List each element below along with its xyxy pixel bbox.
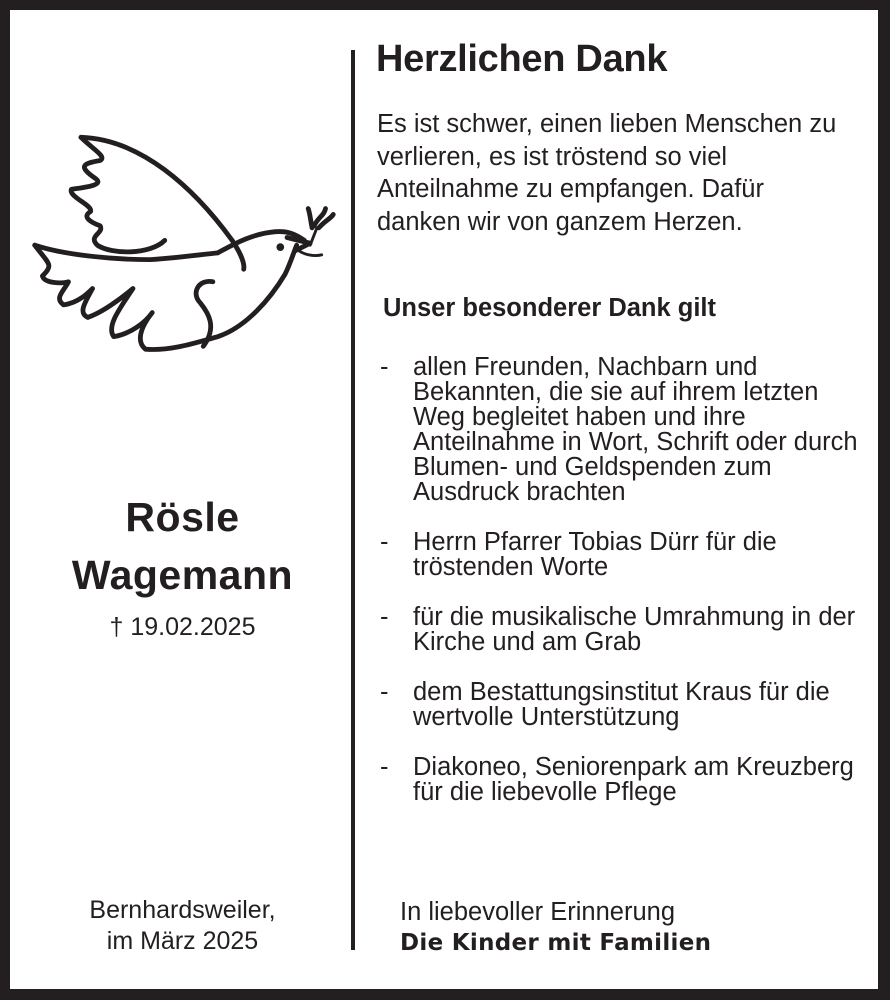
- list-item-text: allen Freunden, Nachbarn und Bekannten, die sie auf ihrem letzten Weg begleitet haben und ihre Anteilnahme in Wort, Schrift oder durch Blumen- und Geldspenden zum Ausdruck brachten: [413, 353, 858, 506]
- list-item: [380, 605, 860, 655]
- list-item: [380, 530, 860, 580]
- dash-bullet: -: [380, 528, 389, 556]
- death-date-value: 19.02.2025: [130, 613, 256, 641]
- dash-bullet: -: [380, 603, 389, 631]
- vertical-divider: [351, 50, 355, 950]
- deceased-last-name: Wagemann: [71, 552, 294, 598]
- list-item-text: für die musikalische Umrahmung in der Kirche und am Grab: [413, 603, 856, 656]
- death-date: [10, 613, 355, 642]
- month-line: im März 2025: [106, 927, 259, 955]
- place-and-date: [10, 895, 355, 957]
- obituary-card: [10, 10, 878, 989]
- signature: Die Kinder mit Familien: [400, 930, 712, 956]
- list-item: [380, 355, 860, 505]
- deceased-first-name: Rösle: [125, 494, 240, 540]
- intro-text: Es ist schwer, einen lieben Menschen zu verlieren, es ist tröstend so viel Anteilnahme zu empfangen. Dafür danken wir von ganzem Herzen.: [377, 110, 837, 236]
- thanks-heading: Herzlichen Dank: [376, 38, 668, 80]
- list-item-text: Diakoneo, Seniorenpark am Kreuzberg für die liebevolle Pflege: [413, 753, 854, 806]
- dove-icon: [24, 120, 344, 380]
- closing-line: In liebevoller Erinnerung: [400, 898, 675, 926]
- dash-bullet: -: [380, 678, 389, 706]
- list-item-text: dem Bestattungsinstitut Kraus für die wertvolle Unterstützung: [413, 678, 830, 731]
- cross-icon: †: [109, 613, 124, 641]
- thanks-list: [380, 355, 860, 830]
- dash-bullet: -: [380, 353, 389, 381]
- place-line: Bernhardsweiler,: [89, 896, 276, 924]
- special-thanks-heading: Unser besonderer Dank gilt: [383, 294, 717, 322]
- closing: [400, 897, 711, 959]
- list-item-text: Herrn Pfarrer Tobias Dürr für die tröstenden Worte: [413, 528, 777, 581]
- list-item: [380, 680, 860, 730]
- list-item: [380, 755, 860, 805]
- dash-bullet: -: [380, 753, 389, 781]
